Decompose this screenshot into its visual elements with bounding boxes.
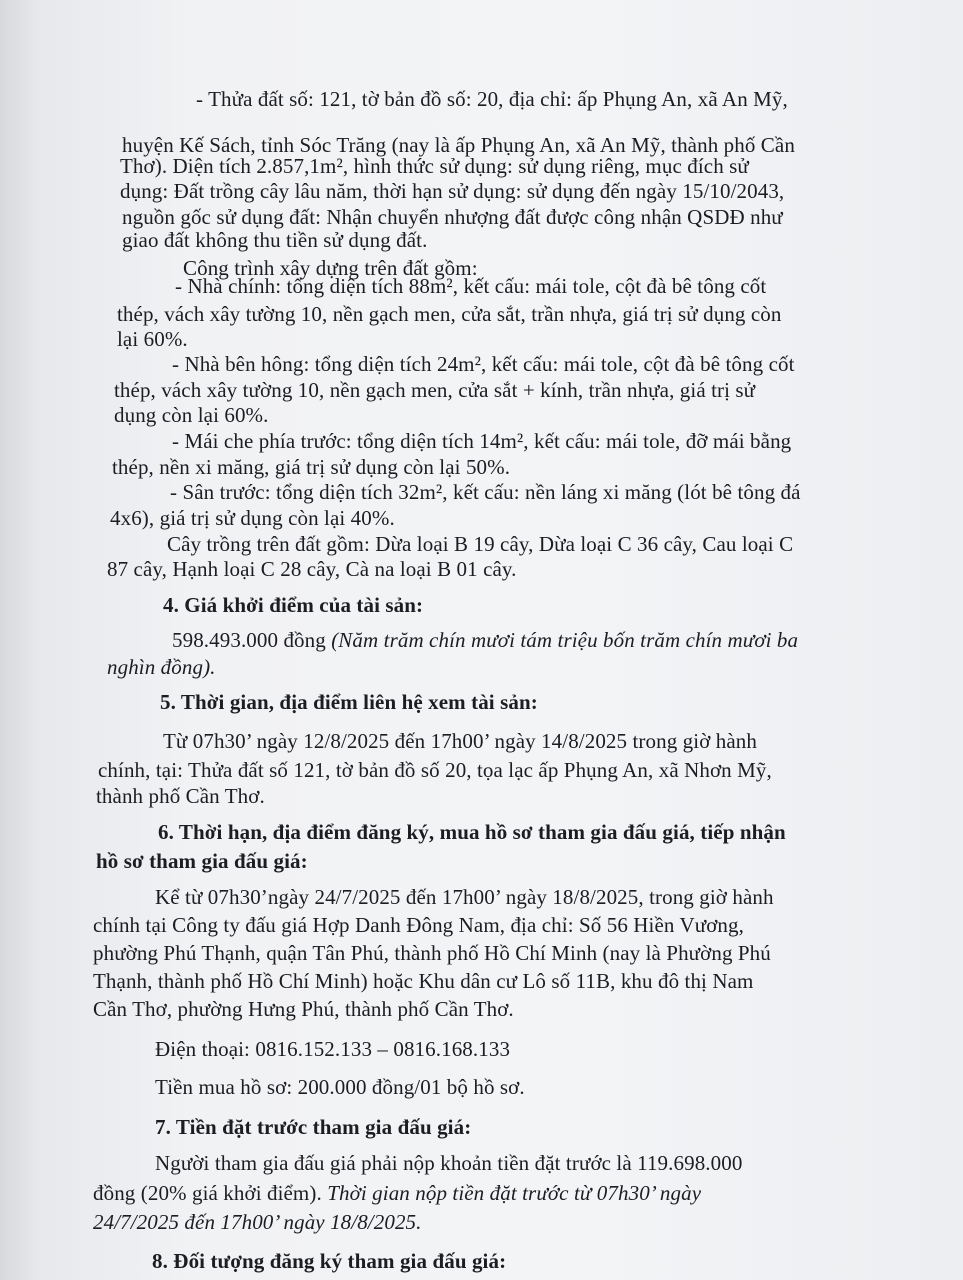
doc-line <box>93 1180 701 1206</box>
section-heading-6: 6. Thời hạn, địa điểm đăng ký, mua hồ sơ tham gia đấu giá, tiếp nhận <box>158 820 786 844</box>
section-heading-6-cont: hồ sơ tham gia đấu giá: <box>96 849 308 873</box>
doc-line: Người tham gia đấu giá phải nộp khoản tiền đặt trước là 119.698.000 <box>155 1151 743 1175</box>
doc-line: Công trình xây dựng trên đất gồm: <box>183 256 478 280</box>
doc-line: - Sân trước: tổng diện tích 32m², kết cấu: nền láng xi măng (lót bê tông đá <box>170 480 801 504</box>
doc-line: thép, vách xây tường 10, nền gạch men, cửa sắt + kính, trần nhựa, giá trị sử <box>114 378 756 402</box>
deposit-time-text: Thời gian nộp tiền đặt trước từ 07h30’ ngày <box>327 1181 702 1205</box>
doc-line: giao đất không thu tiền sử dụng đất. <box>122 228 428 252</box>
doc-line: nguồn gốc sử dụng đất: Nhận chuyển nhượng đất được công nhận QSDĐ như <box>122 205 783 229</box>
starting-price-words: (Năm trăm chín mươi tám triệu bốn trăm chín mươi ba <box>331 628 799 652</box>
starting-price <box>172 627 798 653</box>
section-heading-5: 5. Thời gian, địa điểm liên hệ xem tài sản: <box>160 690 538 714</box>
doc-line: 24/7/2025 đến 17h00’ ngày 18/8/2025. <box>93 1210 422 1234</box>
phone-line: Điện thoại: 0816.152.133 – 0816.168.133 <box>155 1037 511 1061</box>
deposit-text: đồng (20% giá khởi điểm). <box>93 1181 322 1205</box>
doc-line: huyện Kế Sách, tỉnh Sóc Trăng (nay là ấp Phụng An, xã An Mỹ, thành phố Cần <box>122 133 795 157</box>
doc-line: Từ 07h30’ ngày 12/8/2025 đến 17h00’ ngày 14/8/2025 trong giờ hành <box>163 729 757 753</box>
fee-line: Tiền mua hồ sơ: 200.000 đồng/01 bộ hồ sơ. <box>155 1075 525 1099</box>
page-edge-shadow <box>0 0 40 1280</box>
doc-line: dụng còn lại 60%. <box>114 403 269 427</box>
doc-line: phường Phú Thạnh, quận Tân Phú, thành phố Hồ Chí Minh (nay là Phường Phú <box>93 941 771 965</box>
doc-line: nghìn đồng). <box>107 655 216 679</box>
doc-line: Thạnh, thành phố Hồ Chí Minh) hoặc Khu dân cư Lô số 11B, khu đô thị Nam <box>93 969 754 993</box>
doc-line: Kể từ 07h30’ngày 24/7/2025 đến 17h00’ ngày 18/8/2025, trong giờ hành <box>155 885 774 909</box>
section-heading-7: 7. Tiền đặt trước tham gia đấu giá: <box>155 1115 472 1139</box>
doc-line: dụng: Đất trồng cây lâu năm, thời hạn sử dụng: sử dụng đến ngày 15/10/2043, <box>120 179 785 203</box>
doc-line: - Nhà chính: tổng diện tích 88m², kết cấu: mái tole, cột đà bê tông cốt <box>175 274 767 298</box>
doc-line: 87 cây, Hạnh loại C 28 cây, Cà na loại B 01 cây. <box>107 557 517 581</box>
doc-line: thành phố Cần Thơ. <box>96 784 265 808</box>
doc-line: chính, tại: Thửa đất số 121, tờ bản đồ số 20, tọa lạc ấp Phụng An, xã Nhơn Mỹ, <box>98 758 772 782</box>
doc-line: lại 60%. <box>117 327 188 351</box>
doc-line: - Thửa đất số: 121, tờ bản đồ số: 20, địa chỉ: ấp Phụng An, xã An Mỹ, <box>196 87 788 111</box>
doc-line: thép, nền xi măng, giá trị sử dụng còn lại 50%. <box>112 455 511 479</box>
doc-line: - Nhà bên hông: tổng diện tích 24m², kết cấu: mái tole, cột đà bê tông cốt <box>172 352 795 376</box>
starting-price-value: 598.493.000 đồng <box>172 628 326 652</box>
doc-line: chính tại Công ty đấu giá Hợp Danh Đông Nam, địa chỉ: Số 56 Hiền Vương, <box>93 913 744 937</box>
doc-line: Cây trồng trên đất gồm: Dừa loại B 19 cây, Dừa loại C 36 cây, Cau loại C <box>167 532 794 556</box>
doc-line: Cần Thơ, phường Hưng Phú, thành phố Cần Thơ. <box>93 997 514 1021</box>
doc-line: 4x6), giá trị sử dụng còn lại 40%. <box>110 506 395 530</box>
section-heading-4: 4. Giá khởi điểm của tài sản: <box>163 593 424 617</box>
section-heading-8: 8. Đối tượng đăng ký tham gia đấu giá: <box>152 1249 507 1273</box>
doc-line: Thơ). Diện tích 2.857,1m², hình thức sử dụng: sử dụng riêng, mục đích sử <box>120 154 749 178</box>
doc-line: - Mái che phía trước: tổng diện tích 14m², kết cấu: mái tole, đỡ mái bằng <box>172 429 792 453</box>
doc-line: thép, vách xây tường 10, nền gạch men, cửa sắt, trần nhựa, giá trị sử dụng còn <box>117 302 782 326</box>
